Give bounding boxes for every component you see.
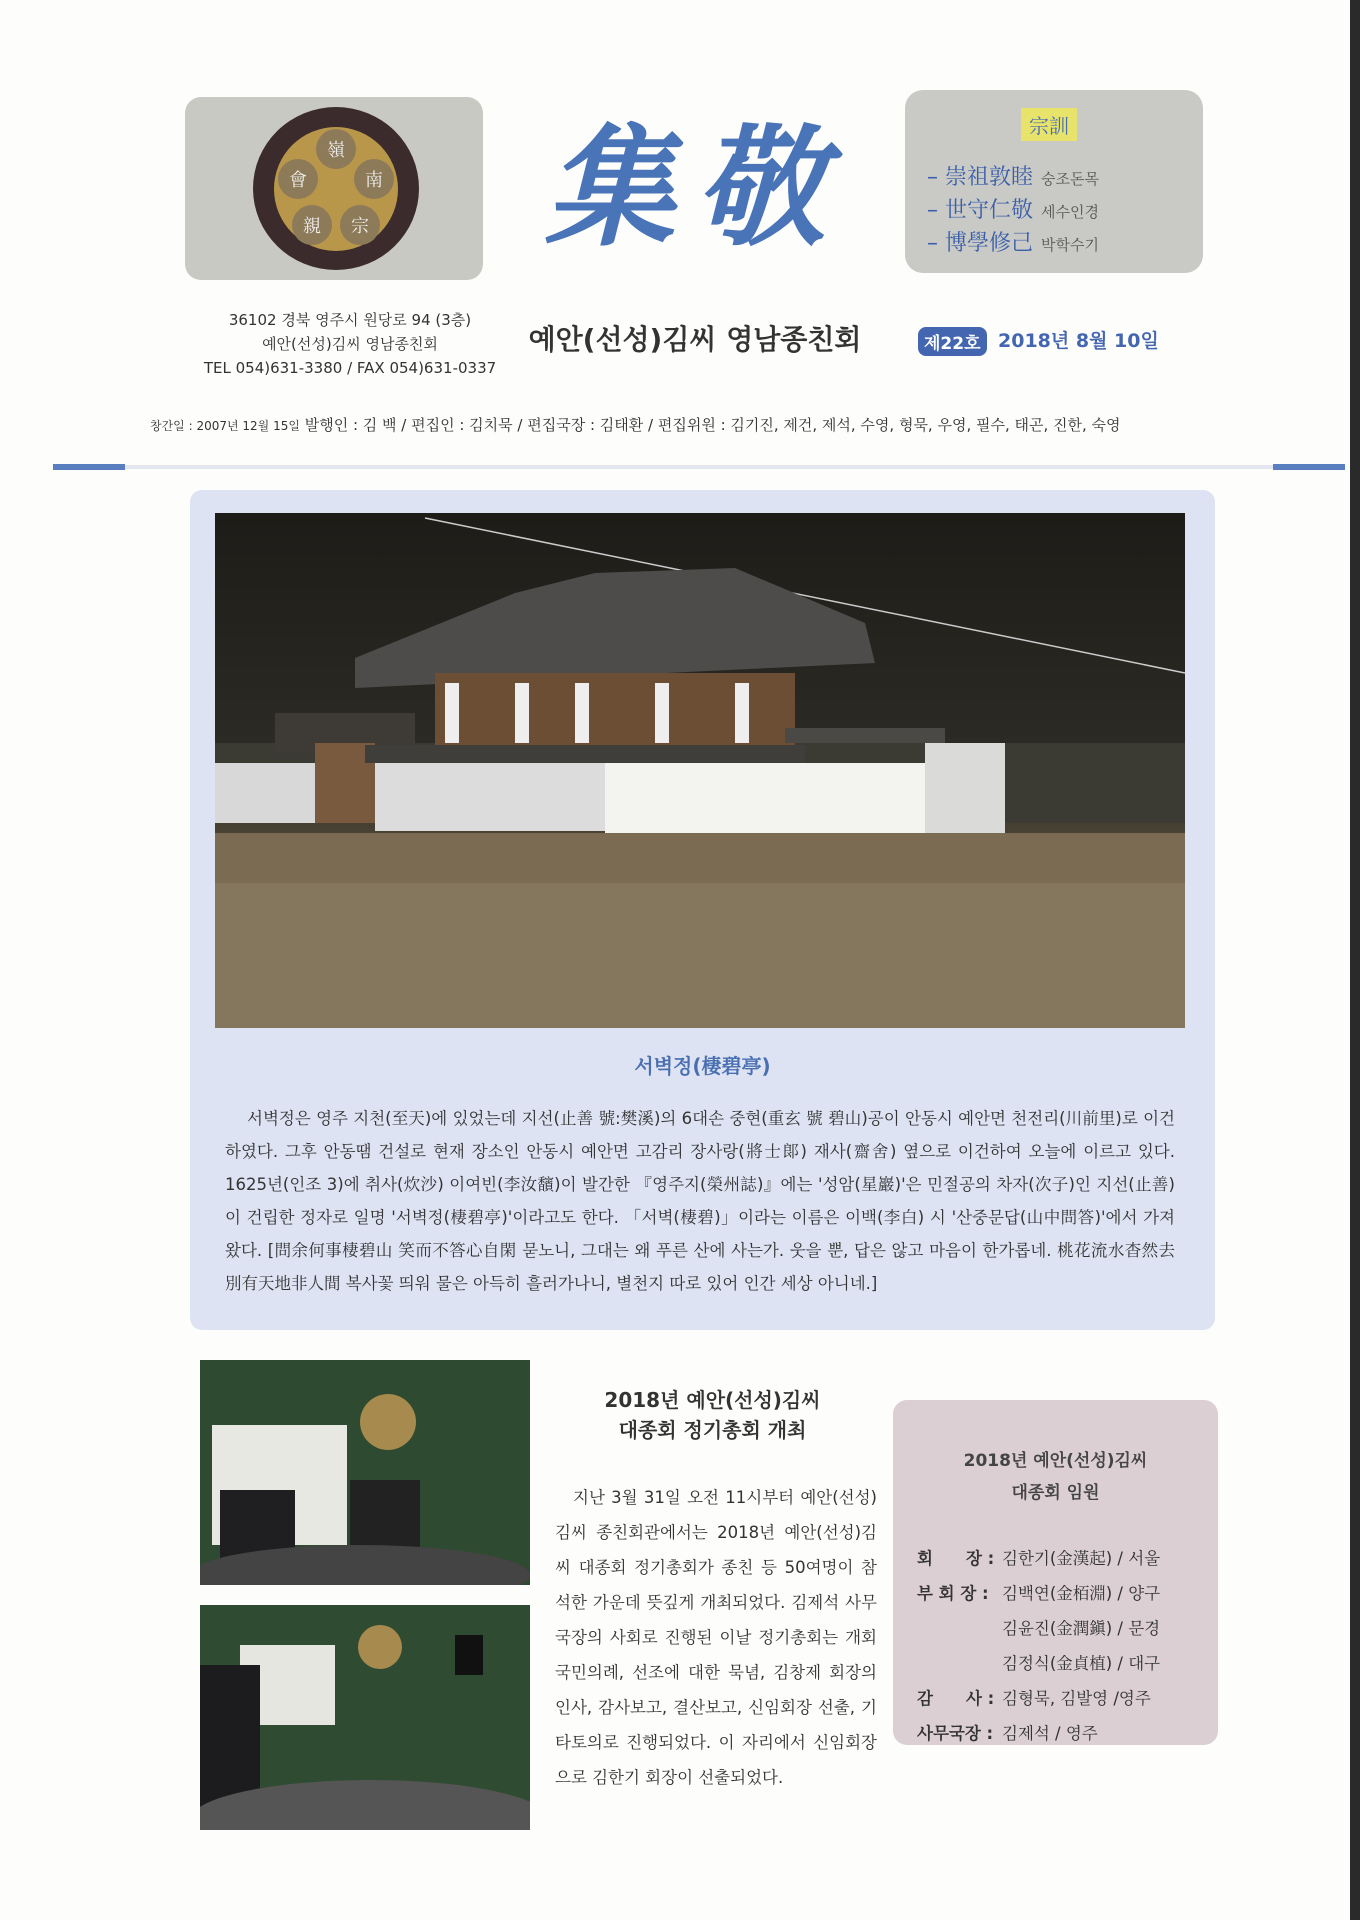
seal-char: 宗 [340, 205, 380, 245]
clan-seal-logo [253, 107, 419, 270]
officer-name: 김형묵, 김발영 /영주 [1002, 1689, 1151, 1708]
officer-role: 부 회 장 : [917, 1584, 989, 1603]
officer-row [917, 1580, 1160, 1604]
clan-motto-box [905, 90, 1203, 273]
contact-line: TEL 054)631-3380 / FAX 054)631-0337 [203, 359, 497, 377]
seal-char: 嶺 [316, 129, 356, 169]
motto-title: 宗訓 [1021, 108, 1077, 141]
motto-korean: 숭조돈목 [1041, 170, 1099, 188]
officer-row [917, 1685, 1151, 1709]
logo-panel [185, 97, 483, 280]
motto-hanja: 博學修己 [945, 231, 1034, 256]
article-title [545, 1385, 880, 1445]
motto-hanja: 崇祖敦睦 [945, 165, 1034, 190]
officer-role: 회 장 : [917, 1549, 995, 1568]
officer-row [917, 1720, 1098, 1744]
motto-korean: 박학수기 [1041, 236, 1099, 254]
officer-name: 김정식(金貞植) / 대구 [1002, 1654, 1161, 1673]
staff-list: 발행인 : 김 백 / 편집인 : 김치묵 / 편집국장 : 김태환 / 편집위원 : 김기진, 제건, 제석, 수영, 형묵, 우영, 필수, 태곤, 진한, 숙영 [304, 416, 1121, 434]
officer-name: 김한기(金漢起) / 서울 [1002, 1549, 1161, 1568]
feature-title: 서벽정(棲碧亭) [634, 1054, 771, 1078]
article-body: 지난 3월 31일 오전 11시부터 예안(선성)김씨 종친회관에서는 2018년 예안(선성)김씨 대종회 정기총회가 종친 등 50여명이 참석한 가운데 뜻깊게 개최되었다. 김제석 사무국장의 사회로 진행된 이날 정기총회는 개회 국민의례, 선조에 대한 묵념, 김창제 회장의 인사, 감사보고, 결산보고, 신임회장 선출, 기타토의로 진행되었다. 이 자리에서 신임회장으로 김한기 회장이 선출되었다. [555, 1488, 877, 1787]
seal-char: 會 [278, 159, 318, 199]
officers-box [893, 1400, 1218, 1745]
staff-line [150, 414, 1121, 435]
seal-char: 親 [292, 205, 332, 245]
officer-row [917, 1615, 1160, 1639]
meeting-photo-2 [200, 1605, 530, 1830]
officer-name: 김윤진(金潤鎭) / 문경 [1002, 1619, 1161, 1638]
page-edge [1350, 0, 1360, 1920]
article-title-line: 2018년 예안(선성)김씨 [604, 1388, 821, 1412]
motto-item: – 崇祖敦睦 숭조돈목 [927, 165, 1099, 190]
officer-name: 김백연(金栢淵) / 양구 [1002, 1584, 1161, 1603]
officer-row [917, 1545, 1160, 1569]
motto-hanja: 世守仁敬 [945, 198, 1034, 223]
officers-title [893, 1445, 1218, 1509]
issue-badge: 제22호 [918, 327, 987, 356]
seal-char: 南 [354, 159, 394, 199]
motto-item: – 世守仁敬 세수인경 [927, 198, 1099, 223]
masthead-title: 集敬 [544, 111, 845, 264]
officers-title-line: 대종회 임원 [1011, 1483, 1100, 1503]
officer-role: 사무국장 : [917, 1724, 994, 1743]
officer-name: 김제석 / 영주 [1002, 1724, 1098, 1743]
pavilion-photo [215, 513, 1185, 1028]
motto-korean: 세수인경 [1041, 203, 1099, 221]
meeting-photo-1 [200, 1360, 530, 1585]
motto-item: – 博學修己 박학수기 [927, 231, 1099, 256]
address-block [185, 308, 515, 380]
founded-date: 창간일 : 2007년 12월 15일 [150, 419, 300, 433]
feature-text: 서벽정은 영주 지천(至天)에 있었는데 지선(止善 號:樊溪)의 6대손 중현(重玄 號 碧山)공이 안동시 예안면 천전리(川前里)로 이건하였다. 그후 안동땜 건설로 현재 장소인 안동시 예안면 고감리 장사랑(將士郞) 재사(齋舍) 옆으로 이건하여 오늘에 이르고 있다. 1625년(인조 3)에 취사(炊沙) 이여빈(李汝馪)이 발간한 『영주지(榮州誌)』에는 '성암(星巖)'은 민절공의 차자(次子)인 지선(止善)이 건립한 정자로 일명 '서벽정(棲碧亭)'이라고도 한다. 「서벽(棲碧)」이라는 이름은 이백(李白) 시 '산중문답(山中問答)'에서 가져왔다. [問余何事棲碧山 笑而不答心自閑 묻노니, 그대는 왜 푸른 산에 사는가. 웃을 뿐, 답은 않고 마음이 한가롭네. 桃花流水杳然去 別有天地非人間 복사꽃 띄워 물은 아득히 흘러가나니, 별천지 따로 있어 인간 세상 아니네.] [225, 1109, 1175, 1293]
feature-panel [190, 490, 1215, 1330]
officers-title-line: 2018년 예안(선성)김씨 [963, 1451, 1148, 1471]
officer-row [917, 1650, 1160, 1674]
address-line: 36102 경북 영주시 원당로 94 (3층) [228, 311, 472, 329]
address-line: 예안(선성)김씨 영남종친회 [262, 335, 438, 353]
divider [53, 465, 1345, 469]
issue-date: 2018년 8월 10일 [998, 330, 1159, 352]
officer-role: 감 사 : [917, 1689, 995, 1708]
org-name: 예안(선성)김씨 영남종친회 [528, 323, 862, 356]
article-title-line: 대종회 정기총회 개최 [618, 1418, 807, 1442]
